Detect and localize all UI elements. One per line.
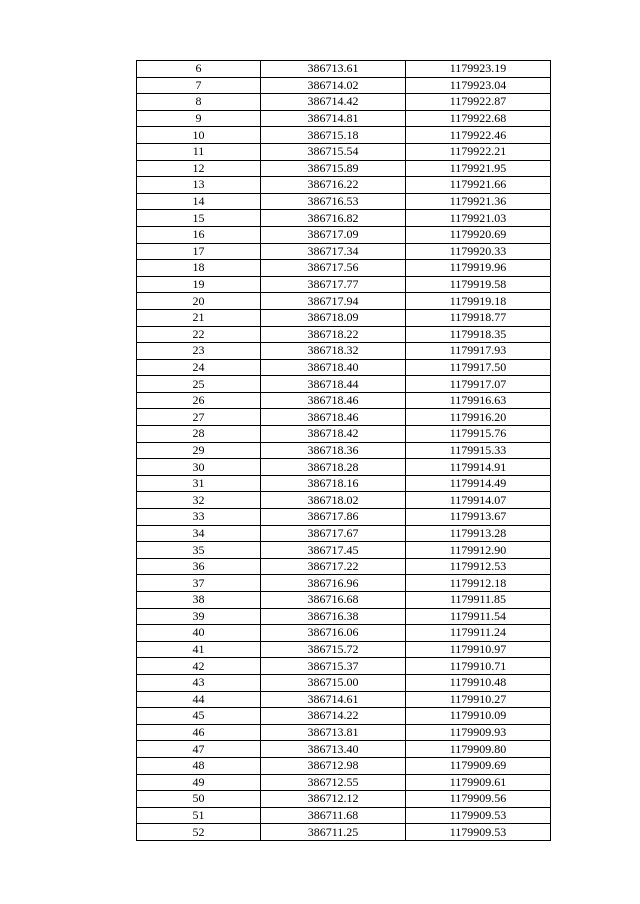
table-row xyxy=(137,791,551,808)
x-coordinate-cell: 386716.38 xyxy=(261,608,406,625)
y-coordinate-cell: 1179910.71 xyxy=(406,658,551,675)
point-number-cell: 44 xyxy=(137,691,261,708)
y-coordinate-cell: 1179909.56 xyxy=(406,791,551,808)
x-coordinate-cell: 386713.40 xyxy=(261,741,406,758)
point-number-cell: 37 xyxy=(137,575,261,592)
y-coordinate-cell: 1179918.35 xyxy=(406,326,551,343)
y-coordinate-cell: 1179910.27 xyxy=(406,691,551,708)
y-coordinate-cell: 1179909.53 xyxy=(406,807,551,824)
point-number-cell: 43 xyxy=(137,674,261,691)
table-row xyxy=(137,392,551,409)
x-coordinate-cell: 386716.68 xyxy=(261,592,406,609)
point-number-cell: 40 xyxy=(137,625,261,642)
point-number-cell: 31 xyxy=(137,475,261,492)
y-coordinate-cell: 1179916.63 xyxy=(406,392,551,409)
point-number-cell: 14 xyxy=(137,193,261,210)
y-coordinate-cell: 1179909.61 xyxy=(406,774,551,791)
y-coordinate-cell: 1179922.46 xyxy=(406,127,551,144)
x-coordinate-cell: 386711.68 xyxy=(261,807,406,824)
x-coordinate-cell: 386715.37 xyxy=(261,658,406,675)
y-coordinate-cell: 1179914.91 xyxy=(406,459,551,476)
table-row xyxy=(137,359,551,376)
table-row xyxy=(137,276,551,293)
x-coordinate-cell: 386717.77 xyxy=(261,276,406,293)
x-coordinate-cell: 386713.81 xyxy=(261,724,406,741)
y-coordinate-cell: 1179909.69 xyxy=(406,757,551,774)
y-coordinate-cell: 1179913.67 xyxy=(406,509,551,526)
table-row xyxy=(137,724,551,741)
x-coordinate-cell: 386715.00 xyxy=(261,674,406,691)
y-coordinate-cell: 1179920.69 xyxy=(406,226,551,243)
point-number-cell: 48 xyxy=(137,757,261,774)
coordinates-table xyxy=(136,60,551,841)
table-row xyxy=(137,525,551,542)
point-number-cell: 38 xyxy=(137,592,261,609)
table-row xyxy=(137,409,551,426)
point-number-cell: 21 xyxy=(137,309,261,326)
x-coordinate-cell: 386715.18 xyxy=(261,127,406,144)
x-coordinate-cell: 386717.09 xyxy=(261,226,406,243)
table-row xyxy=(137,326,551,343)
y-coordinate-cell: 1179922.21 xyxy=(406,143,551,160)
table-row xyxy=(137,210,551,227)
point-number-cell: 20 xyxy=(137,293,261,310)
table-row xyxy=(137,509,551,526)
table-row xyxy=(137,625,551,642)
x-coordinate-cell: 386717.45 xyxy=(261,542,406,559)
x-coordinate-cell: 386718.09 xyxy=(261,309,406,326)
point-number-cell: 7 xyxy=(137,77,261,94)
table-row xyxy=(137,309,551,326)
y-coordinate-cell: 1179921.66 xyxy=(406,177,551,194)
x-coordinate-cell: 386714.02 xyxy=(261,77,406,94)
table-row xyxy=(137,757,551,774)
x-coordinate-cell: 386714.61 xyxy=(261,691,406,708)
table-row xyxy=(137,110,551,127)
y-coordinate-cell: 1179923.04 xyxy=(406,77,551,94)
y-coordinate-cell: 1179919.18 xyxy=(406,293,551,310)
table-row xyxy=(137,475,551,492)
y-coordinate-cell: 1179917.50 xyxy=(406,359,551,376)
y-coordinate-cell: 1179915.33 xyxy=(406,442,551,459)
table-row xyxy=(137,641,551,658)
point-number-cell: 19 xyxy=(137,276,261,293)
point-number-cell: 46 xyxy=(137,724,261,741)
x-coordinate-cell: 386715.72 xyxy=(261,641,406,658)
y-coordinate-cell: 1179909.53 xyxy=(406,824,551,841)
point-number-cell: 13 xyxy=(137,177,261,194)
y-coordinate-cell: 1179911.85 xyxy=(406,592,551,609)
x-coordinate-cell: 386716.22 xyxy=(261,177,406,194)
point-number-cell: 28 xyxy=(137,426,261,443)
y-coordinate-cell: 1179917.07 xyxy=(406,376,551,393)
point-number-cell: 24 xyxy=(137,359,261,376)
point-number-cell: 16 xyxy=(137,226,261,243)
x-coordinate-cell: 386718.16 xyxy=(261,475,406,492)
y-coordinate-cell: 1179921.03 xyxy=(406,210,551,227)
x-coordinate-cell: 386714.42 xyxy=(261,94,406,111)
table-row xyxy=(137,708,551,725)
point-number-cell: 36 xyxy=(137,558,261,575)
y-coordinate-cell: 1179911.24 xyxy=(406,625,551,642)
y-coordinate-cell: 1179909.80 xyxy=(406,741,551,758)
point-number-cell: 8 xyxy=(137,94,261,111)
point-number-cell: 9 xyxy=(137,110,261,127)
y-coordinate-cell: 1179921.95 xyxy=(406,160,551,177)
y-coordinate-cell: 1179914.49 xyxy=(406,475,551,492)
table-row xyxy=(137,592,551,609)
point-number-cell: 23 xyxy=(137,343,261,360)
y-coordinate-cell: 1179923.19 xyxy=(406,61,551,78)
x-coordinate-cell: 386718.44 xyxy=(261,376,406,393)
point-number-cell: 30 xyxy=(137,459,261,476)
x-coordinate-cell: 386717.34 xyxy=(261,243,406,260)
x-coordinate-cell: 386716.06 xyxy=(261,625,406,642)
y-coordinate-cell: 1179910.97 xyxy=(406,641,551,658)
y-coordinate-cell: 1179922.68 xyxy=(406,110,551,127)
point-number-cell: 15 xyxy=(137,210,261,227)
x-coordinate-cell: 386712.98 xyxy=(261,757,406,774)
point-number-cell: 33 xyxy=(137,509,261,526)
x-coordinate-cell: 386716.96 xyxy=(261,575,406,592)
y-coordinate-cell: 1179920.33 xyxy=(406,243,551,260)
point-number-cell: 34 xyxy=(137,525,261,542)
y-coordinate-cell: 1179912.18 xyxy=(406,575,551,592)
table-row xyxy=(137,575,551,592)
table-row xyxy=(137,542,551,559)
table-row xyxy=(137,77,551,94)
point-number-cell: 35 xyxy=(137,542,261,559)
x-coordinate-cell: 386714.81 xyxy=(261,110,406,127)
point-number-cell: 41 xyxy=(137,641,261,658)
table-row xyxy=(137,824,551,841)
table-row xyxy=(137,127,551,144)
x-coordinate-cell: 386718.46 xyxy=(261,409,406,426)
point-number-cell: 29 xyxy=(137,442,261,459)
x-coordinate-cell: 386713.61 xyxy=(261,61,406,78)
table-row xyxy=(137,558,551,575)
y-coordinate-cell: 1179915.76 xyxy=(406,426,551,443)
x-coordinate-cell: 386718.28 xyxy=(261,459,406,476)
table-row xyxy=(137,741,551,758)
point-number-cell: 49 xyxy=(137,774,261,791)
y-coordinate-cell: 1179910.09 xyxy=(406,708,551,725)
table-row xyxy=(137,376,551,393)
point-number-cell: 45 xyxy=(137,708,261,725)
table-row xyxy=(137,774,551,791)
x-coordinate-cell: 386718.02 xyxy=(261,492,406,509)
table-row xyxy=(137,426,551,443)
y-coordinate-cell: 1179914.07 xyxy=(406,492,551,509)
table-row xyxy=(137,193,551,210)
x-coordinate-cell: 386712.55 xyxy=(261,774,406,791)
x-coordinate-cell: 386718.36 xyxy=(261,442,406,459)
table-row xyxy=(137,177,551,194)
x-coordinate-cell: 386717.22 xyxy=(261,558,406,575)
point-number-cell: 32 xyxy=(137,492,261,509)
point-number-cell: 47 xyxy=(137,741,261,758)
table-row xyxy=(137,658,551,675)
point-number-cell: 42 xyxy=(137,658,261,675)
coordinates-table-body xyxy=(137,61,551,841)
point-number-cell: 6 xyxy=(137,61,261,78)
y-coordinate-cell: 1179921.36 xyxy=(406,193,551,210)
point-number-cell: 22 xyxy=(137,326,261,343)
x-coordinate-cell: 386718.46 xyxy=(261,392,406,409)
point-number-cell: 12 xyxy=(137,160,261,177)
x-coordinate-cell: 386718.42 xyxy=(261,426,406,443)
x-coordinate-cell: 386718.32 xyxy=(261,343,406,360)
x-coordinate-cell: 386717.56 xyxy=(261,260,406,277)
x-coordinate-cell: 386718.22 xyxy=(261,326,406,343)
x-coordinate-cell: 386718.40 xyxy=(261,359,406,376)
point-number-cell: 25 xyxy=(137,376,261,393)
point-number-cell: 51 xyxy=(137,807,261,824)
y-coordinate-cell: 1179919.58 xyxy=(406,276,551,293)
y-coordinate-cell: 1179912.90 xyxy=(406,542,551,559)
y-coordinate-cell: 1179911.54 xyxy=(406,608,551,625)
x-coordinate-cell: 386717.94 xyxy=(261,293,406,310)
table-row xyxy=(137,260,551,277)
y-coordinate-cell: 1179919.96 xyxy=(406,260,551,277)
x-coordinate-cell: 386716.82 xyxy=(261,210,406,227)
table-row xyxy=(137,243,551,260)
y-coordinate-cell: 1179918.77 xyxy=(406,309,551,326)
table-row xyxy=(137,293,551,310)
point-number-cell: 27 xyxy=(137,409,261,426)
x-coordinate-cell: 386717.67 xyxy=(261,525,406,542)
table-row xyxy=(137,160,551,177)
table-row xyxy=(137,492,551,509)
x-coordinate-cell: 386712.12 xyxy=(261,791,406,808)
point-number-cell: 10 xyxy=(137,127,261,144)
table-row xyxy=(137,691,551,708)
table-row xyxy=(137,674,551,691)
point-number-cell: 26 xyxy=(137,392,261,409)
table-row xyxy=(137,61,551,78)
point-number-cell: 52 xyxy=(137,824,261,841)
point-number-cell: 18 xyxy=(137,260,261,277)
x-coordinate-cell: 386714.22 xyxy=(261,708,406,725)
table-row xyxy=(137,143,551,160)
y-coordinate-cell: 1179922.87 xyxy=(406,94,551,111)
table-row xyxy=(137,459,551,476)
x-coordinate-cell: 386715.54 xyxy=(261,143,406,160)
table-row xyxy=(137,226,551,243)
y-coordinate-cell: 1179917.93 xyxy=(406,343,551,360)
table-row xyxy=(137,442,551,459)
table-row xyxy=(137,608,551,625)
point-number-cell: 50 xyxy=(137,791,261,808)
y-coordinate-cell: 1179913.28 xyxy=(406,525,551,542)
y-coordinate-cell: 1179916.20 xyxy=(406,409,551,426)
y-coordinate-cell: 1179910.48 xyxy=(406,674,551,691)
y-coordinate-cell: 1179912.53 xyxy=(406,558,551,575)
table-row xyxy=(137,343,551,360)
x-coordinate-cell: 386715.89 xyxy=(261,160,406,177)
table-row xyxy=(137,807,551,824)
x-coordinate-cell: 386711.25 xyxy=(261,824,406,841)
table-row xyxy=(137,94,551,111)
point-number-cell: 11 xyxy=(137,143,261,160)
point-number-cell: 39 xyxy=(137,608,261,625)
point-number-cell: 17 xyxy=(137,243,261,260)
x-coordinate-cell: 386716.53 xyxy=(261,193,406,210)
x-coordinate-cell: 386717.86 xyxy=(261,509,406,526)
y-coordinate-cell: 1179909.93 xyxy=(406,724,551,741)
